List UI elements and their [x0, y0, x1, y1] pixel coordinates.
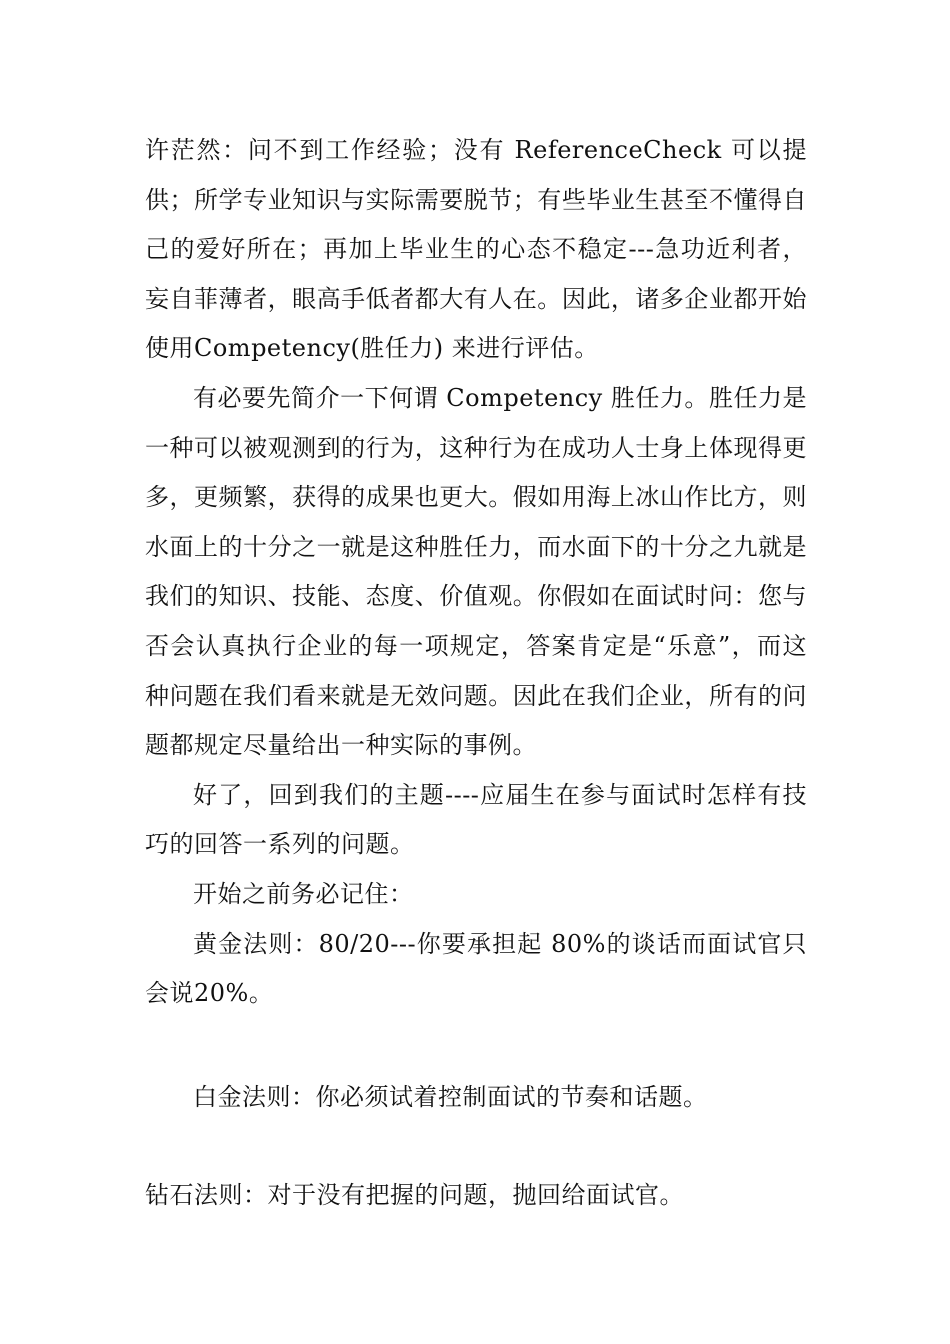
paragraph-continuation: 许茫然：问不到工作经验；没有 ReferenceCheck 可以提供；所学专业知识与实际需要脱节；有些毕业生甚至不懂得自己的爱好所在；再加上毕业生的心态不稳定---急功近利者，妄自菲薄者，眼高手低者都大有人在。因此，诸多企业都开始使用Competency(胜任力) 来进行评估。 [145, 136, 807, 363]
paragraph-diamond-rule: 钻石法则：对于没有把握的问题，抛回给面试官。 [145, 1181, 684, 1209]
paragraph-competency-definition: 有必要先简介一下何谓 Competency 胜任力。胜任力是一种可以被观测到的行为，这种行为在成功人士身上体现得更多，更频繁，获得的成果也更大。假如用海上冰山作比方，则水面上的十分之一就是这种胜任力，而水面下的十分之九就是我们的知识、技能、态度、价值观。你假如在面试时问：您与否会认真执行企业的每一项规定，答案肯定是“乐意”，而这种问题在我们看来就是无效问题。因此在我们企业，所有的问题都规定尽量给出一种实际的事例。 [145, 383, 807, 760]
paragraph-remember-intro: 开始之前务必记住： [193, 879, 414, 908]
paragraph-golden-rule: 黄金法则：80/20---你要承担起 80%的谈话而面试官只会说20%。 [145, 929, 807, 1008]
body-text-block [145, 126, 807, 1019]
paragraph-main-topic: 好了，回到我们的主题----应届生在参与面试时怎样有技巧的回答一系列的问题。 [145, 780, 807, 859]
diamond-rule-block [145, 1171, 807, 1221]
paragraph-platinum-rule: 白金法则：你必须试着控制面试的节奏和话题。 [193, 1083, 708, 1111]
platinum-rule-block [145, 1073, 807, 1123]
